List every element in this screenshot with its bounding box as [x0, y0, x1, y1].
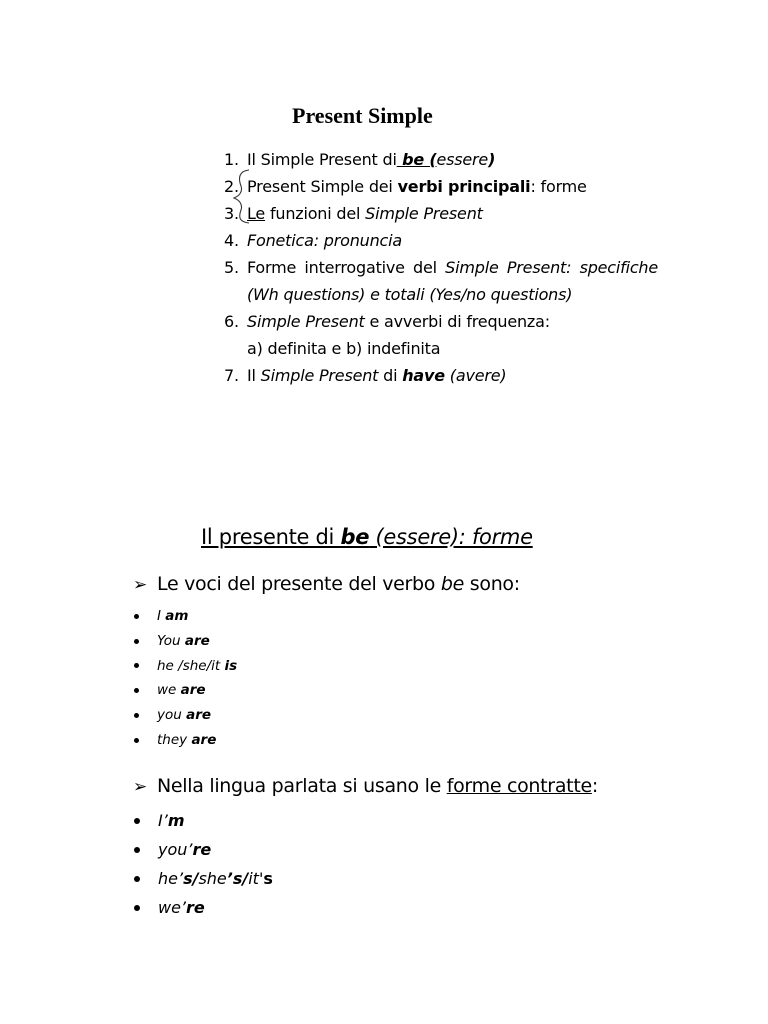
list-item-text: [157, 678, 206, 703]
contraction-item: [133, 806, 273, 835]
toc-text-run: Le: [247, 204, 266, 223]
list-text-run: are: [184, 632, 210, 649]
bullet-icon: [134, 663, 139, 668]
list-text-run: ’s/: [226, 869, 249, 888]
be-form-item: [133, 654, 237, 679]
toc-text-run: ): [488, 150, 496, 169]
bullet-icon: [134, 688, 139, 693]
contractions-list: [133, 806, 273, 922]
list-text-run: are: [191, 731, 217, 748]
list-item-text: [157, 703, 211, 728]
text-run: Le voci del presente del verbo: [157, 573, 441, 595]
contraction-item: [133, 835, 273, 864]
list-item-text: [157, 629, 210, 654]
text-run: Nella lingua parlata si usano le: [157, 775, 447, 797]
toc-item-text: [247, 200, 658, 227]
page-title: Present Simple: [292, 103, 433, 128]
toc-text-run: funzioni del: [265, 204, 366, 223]
toc-item-text: [247, 362, 658, 389]
bullet-icon: [134, 738, 139, 743]
toc-item-text: [247, 254, 658, 308]
list-text-run: we: [157, 682, 181, 699]
toc-text-run: e avverbi di frequenza:: [364, 312, 550, 331]
list-text-run: she: [198, 869, 227, 888]
contraction-item: [133, 864, 273, 893]
toc-item-text: [247, 146, 658, 173]
arrow-paragraph-text: [157, 775, 598, 797]
toc-text-run: di: [378, 366, 403, 385]
arrow-bullet-icon: ➢: [133, 777, 147, 797]
toc-item-text: [247, 227, 658, 254]
toc-text-run: Il Simple Present di: [247, 150, 397, 169]
toc-item-number: 6.: [224, 312, 239, 331]
list-text-run: you: [157, 707, 187, 724]
list-text-run: s/: [183, 869, 199, 888]
be-form-item: [133, 629, 237, 654]
toc-text-run: a) definita e b) indefinita: [247, 339, 441, 358]
arrow-paragraph-contractions: [133, 775, 598, 797]
be-forms-list: [133, 604, 237, 753]
list-item-text: [158, 864, 273, 893]
list-item-text: [157, 604, 188, 629]
list-text-run: re: [186, 898, 205, 917]
toc-item: [224, 362, 658, 389]
list-item-text: [157, 654, 237, 679]
be-form-item: [133, 703, 237, 728]
toc-item: [224, 308, 658, 362]
list-text-run: are: [186, 707, 212, 724]
list-item-text: [158, 806, 184, 835]
arrow-paragraph-text: [157, 573, 520, 595]
toc-text-run: verbi principali: [397, 177, 531, 196]
toc-item: [224, 227, 658, 254]
list-item-text: [158, 893, 205, 922]
toc-item-number: 7.: [224, 366, 239, 385]
list-text-run: m: [167, 811, 185, 830]
toc-text-run: be (: [396, 150, 437, 169]
toc-text-run: Forme interrogative del: [247, 258, 446, 277]
toc-text-run: essere: [436, 150, 489, 169]
toc-text-run: Present Simple dei: [247, 177, 398, 196]
toc-item-number: 1.: [224, 150, 239, 169]
toc-item-number: 2.: [224, 177, 239, 196]
text-run: :: [591, 775, 598, 797]
toc-item-number: 4.: [224, 231, 239, 250]
list-text-run: is: [224, 657, 238, 674]
list-text-run: I: [157, 608, 166, 624]
toc-text-run: have: [402, 366, 445, 385]
toc-text-run: : forme: [530, 177, 587, 196]
list-text-run: are: [180, 682, 206, 699]
list-text-run: am: [165, 608, 189, 624]
bullet-icon: [134, 818, 140, 824]
contraction-item: [133, 893, 273, 922]
list-text-run: You: [157, 632, 185, 649]
bullet-icon: [134, 905, 140, 911]
toc-text-run: (avere): [444, 366, 507, 385]
list-item-text: [158, 835, 211, 864]
be-form-item: [133, 678, 237, 703]
list-text-run: he’: [158, 869, 184, 888]
toc-text-run: Simple Present: [260, 366, 379, 385]
toc-text-run: Simple Present: specifiche (Wh questions) e totali (Yes/no questions): [247, 258, 659, 304]
be-form-item: [133, 604, 237, 629]
section-heading: [201, 525, 533, 549]
toc-item: [224, 200, 658, 227]
list-text-run: they: [157, 731, 192, 748]
toc-text-run: Simple Present: [247, 312, 365, 331]
list-text-run: you’: [158, 840, 193, 859]
toc-text-run: Simple Present: [365, 204, 483, 223]
toc-text-run: Il: [247, 366, 261, 385]
toc-item: [224, 146, 658, 173]
text-run: forme contratte: [446, 775, 592, 797]
toc-item-text: [247, 173, 658, 200]
list-text-run: re: [192, 840, 212, 859]
table-of-contents: [224, 146, 658, 389]
toc-item-number: 5.: [224, 258, 239, 277]
section-heading-prefix: Il presente di: [201, 525, 341, 549]
text-run: sono:: [464, 573, 520, 595]
bullet-icon: [134, 847, 140, 853]
bullet-icon: [134, 713, 139, 718]
text-run: be: [440, 573, 465, 595]
bullet-icon: [134, 639, 139, 644]
list-text-run: I’: [158, 811, 168, 830]
list-text-run: we’: [158, 898, 187, 917]
bullet-icon: [134, 614, 139, 619]
section-heading-verb: be: [340, 525, 370, 549]
toc-text-run: Fonetica: pronuncia: [247, 231, 402, 250]
toc-item: [224, 254, 658, 308]
arrow-bullet-icon: ➢: [133, 575, 147, 595]
toc-item-number: 3.: [224, 204, 239, 223]
section-heading-rest: (essere): forme: [369, 525, 533, 549]
bullet-icon: [134, 876, 140, 882]
arrow-paragraph-forms: [133, 573, 520, 595]
toc-item-text: [247, 308, 658, 362]
be-form-item: [133, 728, 237, 753]
list-text-run: he /she/it: [157, 657, 225, 674]
list-text-run: s: [263, 869, 273, 888]
list-item-text: [157, 728, 216, 753]
list-text-run: it': [248, 869, 264, 888]
toc-item: [224, 173, 658, 200]
